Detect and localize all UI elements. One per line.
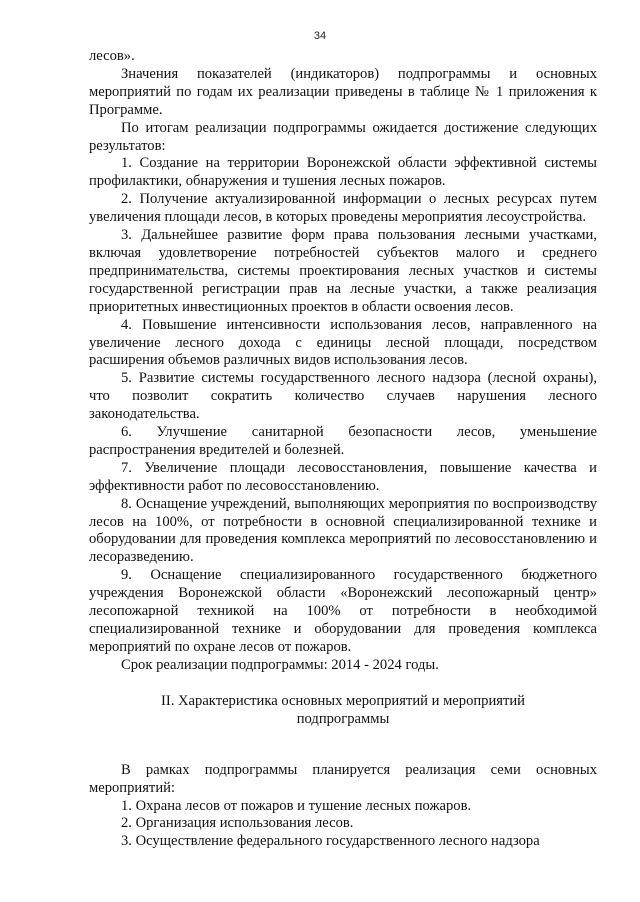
- section-heading: [89, 692, 597, 728]
- paragraph: 1. Охрана лесов от пожаров и тушение лесных пожаров.: [121, 797, 472, 814]
- paragraph: 4. Повышение интенсивности использования лесов, направленного на увеличение лесного дохода с единицы лесной площади, посредством расширения объемов различных видов использования лесов.: [89, 316, 597, 369]
- paragraph: 7. Увеличение площади лесовосстановления, повышение качества и эффективности работ по лесовосстановлению.: [89, 459, 597, 494]
- paragraph: 6. Улучшение санитарной безопасности лесов, уменьшение распространения вредителей и болезней.: [89, 424, 597, 458]
- paragraph: В рамках подпрограммы планируется реализация семи основных мероприятий:: [89, 761, 597, 796]
- section-results: [89, 48, 597, 675]
- section-heading-line-2: подпрограммы: [296, 710, 390, 727]
- paragraph: 2. Получение актуализированной информации о лесных ресурсах путем увеличения площади лесов, в которых проведены мероприятия лесоустройства.: [89, 191, 597, 226]
- page-number: 34: [313, 30, 327, 42]
- paragraph: 9. Оснащение специализированного государственного бюджетного учреждения Воронежской области «Воронежский лесопожарный центр» лесопожарной техникой на 100% от потребности в необходимой специализированной технике и оборудовании для проведения комплекса мероприятий по охране лесов от пожаров.: [89, 567, 597, 655]
- paragraph: 2. Организация использования лесов.: [121, 815, 354, 832]
- paragraph: 3. Дальнейшее развитие форм права пользования лесными участками, включая удовлетворение потребностей субъектов малого и среднего предпринимательства, системы проектирования лесных участков и системы государственной регистрации прав на лесные участки, а также реализация приоритетных инвестиционных проектов в области освоения лесов.: [89, 227, 597, 315]
- paragraph: 5. Развитие системы государственного лесного надзора (лесной охраны), что позволит сократить количество случаев нарушения лесного законодательства.: [89, 370, 597, 423]
- paragraph: 1. Создание на территории Воронежской области эффективной системы профилактики, обнаружения и тушения лесных пожаров.: [89, 155, 597, 190]
- section-activities: [89, 762, 597, 852]
- document-body: [89, 48, 597, 851]
- paragraph: 8. Оснащение учреждений, выполняющих мероприятия по воспроизводству лесов на 100%, от потребности в основной специализированной технике и оборудовании для проведения комплекса мероприятий по лесовосстановлению и лесоразведению.: [89, 495, 597, 566]
- paragraph: 3. Осуществление федерального государственного лесного надзора: [121, 833, 540, 850]
- section-heading-line-1: II. Характеристика основных мероприятий и мероприятий: [161, 692, 525, 709]
- paragraph: Срок реализации подпрограммы: 2014 - 2024 годы.: [121, 656, 439, 673]
- paragraph: Значения показателей (индикаторов) подпрограммы и основных мероприятий по годам их реализации приведены в таблице № 1 приложения к Программе.: [89, 65, 597, 118]
- paragraph: лесов».: [89, 48, 135, 64]
- paragraph: По итогам реализации подпрограммы ожидается достижение следующих результатов:: [89, 119, 597, 154]
